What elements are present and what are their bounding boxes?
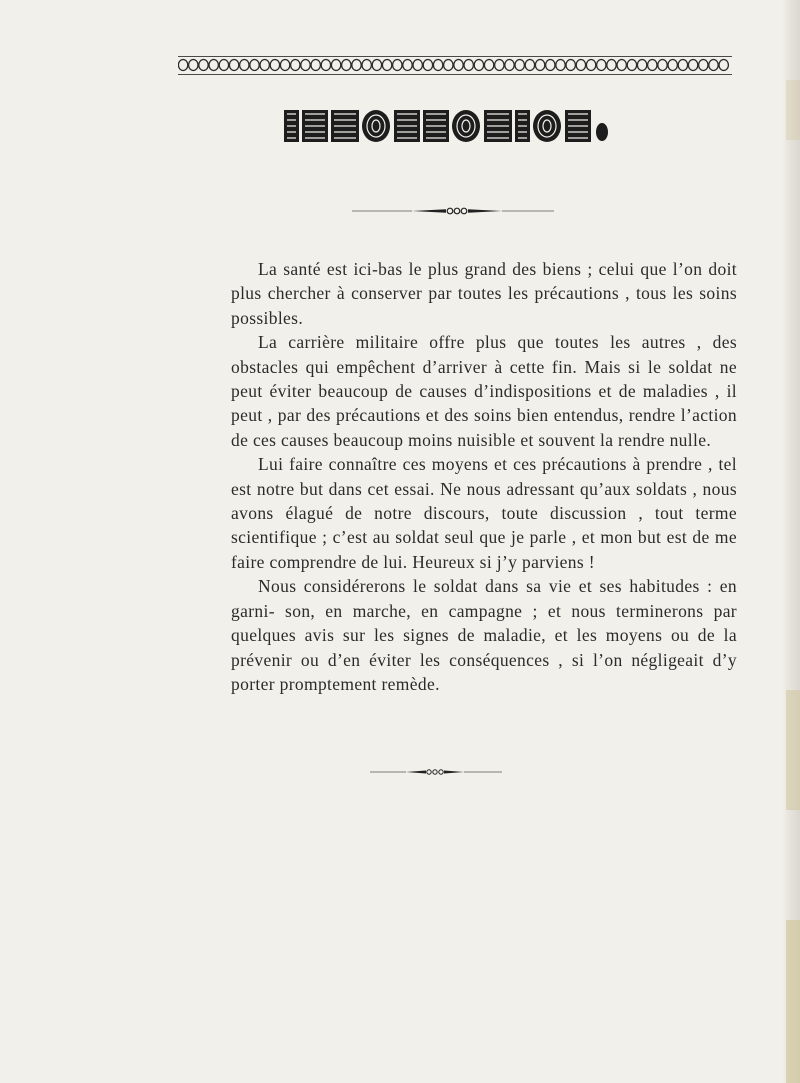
chain-link bbox=[668, 60, 677, 71]
chain-link bbox=[719, 60, 728, 71]
ornamental-lettering bbox=[284, 108, 644, 144]
paragraph: Lui faire connaître ces moyens et ces précautions à prendre , tel est notre but dans cet essai. Ne nous adressant qu’aux soldats , nous avons élagué de notre discours, toute discussion , tout terme scientifique ; c’est au soldat seul que je parle , et mon but est de me faire comprendre de lui. Heureux si j’y parviens ! bbox=[231, 454, 737, 572]
chain-link bbox=[199, 60, 208, 71]
border-rule-bottom bbox=[178, 74, 732, 75]
chain-link bbox=[219, 60, 228, 71]
chain-link bbox=[209, 60, 218, 71]
chain-link bbox=[688, 60, 697, 71]
chain-link bbox=[709, 60, 718, 71]
chain-link bbox=[229, 60, 238, 71]
chain-link bbox=[250, 60, 259, 71]
chain-link bbox=[444, 60, 453, 71]
divider-ornament-bottom bbox=[370, 764, 502, 774]
paragraph: La santé est ici-bas le plus grand des biens ; celui que l’on doit plus chercher à conserver par toutes les précautions , tous les soins possibles. bbox=[231, 259, 737, 328]
chain-link bbox=[372, 60, 381, 71]
chain-link bbox=[423, 60, 432, 71]
paragraph: Nous considérerons le soldat dans sa vie et ses habitudes : en garni- son, en marche, en campagne ; et nous terminerons par quelques avis sur les signes de maladie, et les moyens ou de la prévenir ou d’en éviter les conséquences , si l’on négligeait d’y porter promptement remède. bbox=[231, 576, 737, 694]
chain-link bbox=[240, 60, 249, 71]
chain-link bbox=[525, 60, 534, 71]
chain-link bbox=[311, 60, 320, 71]
chain-link bbox=[658, 60, 667, 71]
divider-ornament-top bbox=[352, 203, 554, 213]
chain-link bbox=[617, 60, 626, 71]
paper-stain bbox=[786, 920, 800, 1083]
chain-link bbox=[515, 60, 524, 71]
chain-link bbox=[637, 60, 646, 71]
chain-link bbox=[607, 60, 616, 71]
chain-link bbox=[678, 60, 687, 71]
chain-link bbox=[464, 60, 473, 71]
chain-link bbox=[648, 60, 657, 71]
paper-stain bbox=[786, 80, 800, 140]
chain-link bbox=[597, 60, 606, 71]
chain-link bbox=[413, 60, 422, 71]
chain-link bbox=[627, 60, 636, 71]
chain-link bbox=[270, 60, 279, 71]
chain-link bbox=[433, 60, 442, 71]
chain-link bbox=[484, 60, 493, 71]
chain-link bbox=[280, 60, 289, 71]
chapter-title-ornamental bbox=[284, 108, 644, 144]
chain-link bbox=[342, 60, 351, 71]
chain-link bbox=[331, 60, 340, 71]
chain-link bbox=[382, 60, 391, 71]
chain-link bbox=[362, 60, 371, 71]
page-body-text bbox=[231, 257, 737, 696]
chain-link bbox=[178, 60, 187, 71]
chain-link bbox=[403, 60, 412, 71]
chain-link bbox=[546, 60, 555, 71]
chain-link bbox=[495, 60, 504, 71]
chain-link bbox=[393, 60, 402, 71]
chain-link bbox=[556, 60, 565, 71]
ornamental-chain-border bbox=[178, 57, 732, 73]
chain-link bbox=[301, 60, 310, 71]
paragraph: La carrière militaire offre plus que toutes les autres , des obstacles qui empêchent d’arriver à cette fin. Mais si le soldat ne peut éviter beaucoup de causes d’indispositions et de maladies , il peut , par des précautions et des soins bien entendus, rendre l’action de ces causes beaucoup moins nuisible et souvent la rendre nulle. bbox=[231, 332, 737, 450]
chain-link bbox=[260, 60, 269, 71]
paper-stain bbox=[786, 690, 800, 810]
chain-link bbox=[699, 60, 708, 71]
chain-link bbox=[505, 60, 514, 71]
chain-link bbox=[586, 60, 595, 71]
chain-link bbox=[566, 60, 575, 71]
chain-link bbox=[189, 60, 198, 71]
chain-link bbox=[474, 60, 483, 71]
chain-link bbox=[291, 60, 300, 71]
chain-link bbox=[535, 60, 544, 71]
chain-link bbox=[576, 60, 585, 71]
chain-link bbox=[454, 60, 463, 71]
chain-link bbox=[321, 60, 330, 71]
chain-link bbox=[352, 60, 361, 71]
